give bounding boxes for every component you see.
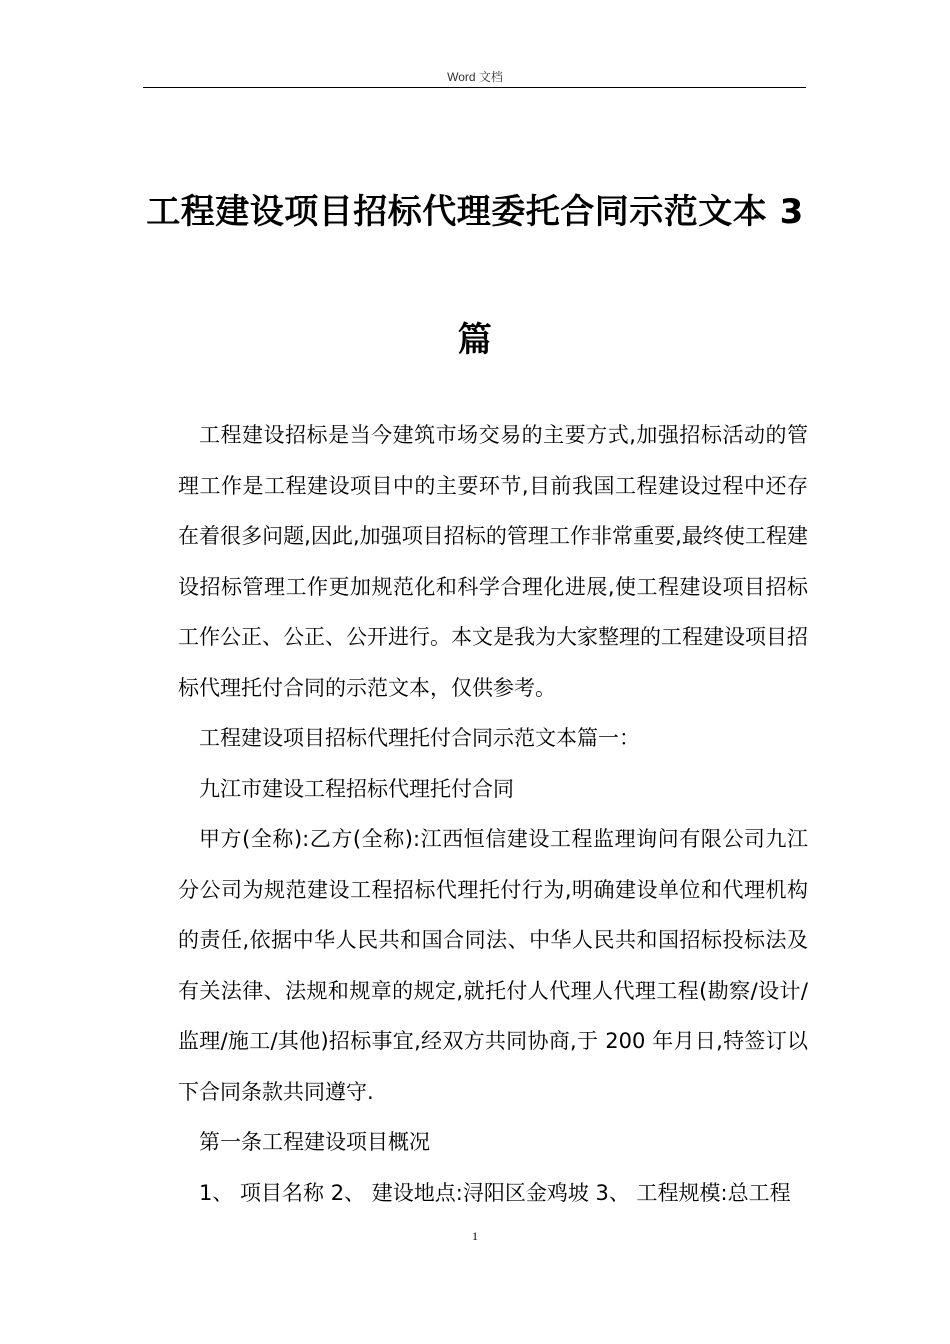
paragraph-contract-title: 九江市建设工程招标代理托付合同 <box>199 776 514 801</box>
paragraph-section-heading: 工程建设项目招标代理托付合同示范文本篇一： <box>199 726 640 750</box>
header-label: Word 文档 <box>447 70 503 84</box>
paragraph-project-items: 1、 项目名称 2、 建设地点:浔阳区金鸡坡 3、 工程规模:总工程 <box>199 1180 791 1205</box>
title-line-2: 篇 <box>457 320 493 360</box>
paragraph-intro: 工程建设招标是当今建筑市场交易的主要方式,加强招标活动的管理工作是工程建设项目中的主要环节,目前我国工程建设过程中还存在着很多问题,因此,加强项目招标的管理工作非常重要,最终使工程建设招标管理工作更加规范化和科学合理化进展,使工程建设项目招标工作公正、公正、公开进行。本文是我为大家整理的工程建设项目招标代理托付合同的示范文本，仅供参考。 <box>178 423 808 700</box>
document-body <box>178 410 808 1218</box>
document-title <box>100 148 850 404</box>
paragraph-parties: 甲方(全称):乙方(全称):江西恒信建设工程监理询问有限公司九江分公司为规范建设工程招标代理托付行为,明确建设单位和代理机构的责任,依据中华人民共和国合同法、中华人民共和国招标投标法及有关法律、法规和规章的规定,就托付人代理人代理工程(勘察/设计/监理/施工/其他)招标事宜,经双方共同协商,于 200 年月日,特签订以下合同条款共同遵守. <box>178 827 808 1104</box>
paragraph-article-one: 第一条工程建设项目概况 <box>199 1130 430 1154</box>
header-divider <box>143 87 806 88</box>
title-line-1: 工程建设项目招标代理委托合同示范文本 3 <box>146 192 804 232</box>
page-number: 1 <box>472 1229 478 1243</box>
